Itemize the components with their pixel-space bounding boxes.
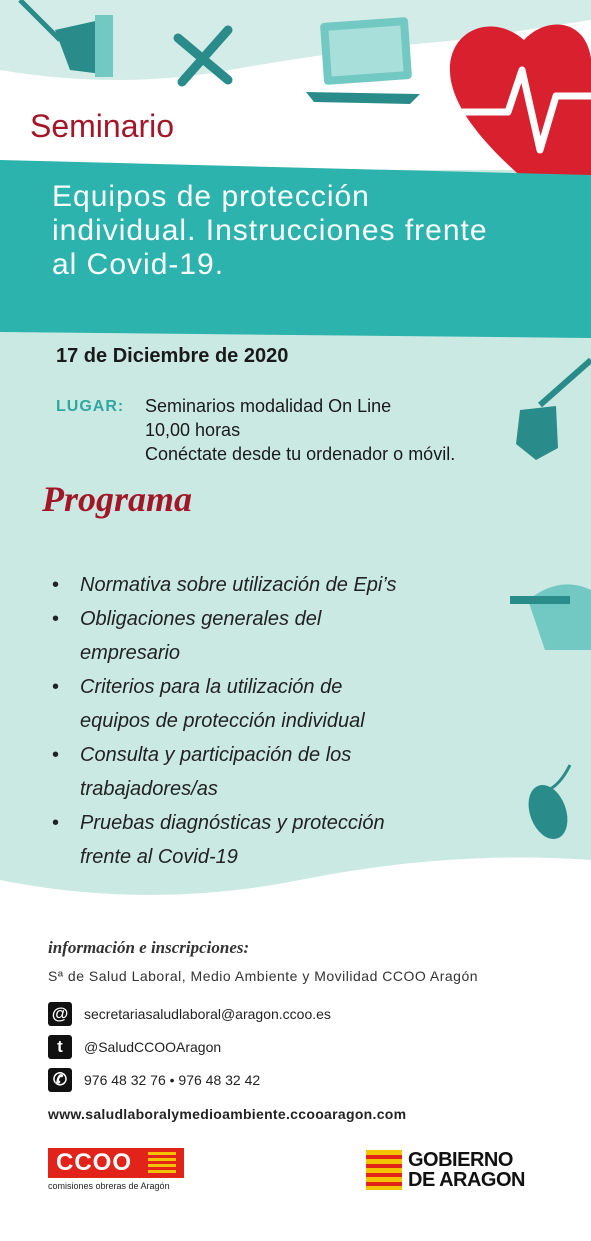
programa-item [50,602,470,670]
programa-item [50,568,470,602]
programa-item [50,738,470,806]
mouse-icon [522,765,575,844]
hard-hat-icon [510,584,591,650]
gobierno-logo-line: DE ARAGON [408,1169,525,1191]
ccoo-logo-box [48,1148,184,1178]
programa-item-line: frente al Covid-19 [80,846,238,868]
megaphone-icon [20,0,113,77]
programa-item-line: Criterios para la utilización de [80,676,343,698]
aragon-flag-icon [366,1150,402,1190]
ccoo-logo-subtitle: comisiones obreras de Aragón [48,1181,170,1191]
programa-item-line: Consulta y participación de los [80,744,352,766]
programa-item-line: trabajadores/as [80,778,218,800]
at-icon: @ [48,1002,72,1026]
seminar-title-line: individual. Instrucciones frente [52,214,488,247]
programa-item-line: equipos de protección individual [80,710,365,732]
gobierno-aragon-logo [366,1150,525,1190]
info-heading: información e inscripciones: [48,938,250,957]
tools-icon [178,30,228,82]
lugar-time: 10,00 horas [145,420,241,440]
seminar-title-line: al Covid-19. [52,248,225,281]
programa-item [50,806,470,874]
twitter-row [48,1035,221,1059]
programa-item [50,670,470,738]
seminario-label: Seminario [30,108,175,144]
twitter-icon: t [48,1035,72,1059]
lugar-modality: Seminarios modalidad On Line [145,396,392,416]
programa-item-line: Normativa sobre utilización de Epi’s [80,574,397,596]
seminar-title-line: Equipos de protección [52,180,370,213]
lugar-access: Conéctate desde tu ordenador o móvil. [145,444,456,464]
phone-numbers: 976 48 32 76 • 976 48 32 42 [84,1072,261,1088]
programa-item-line: Pruebas diagnósticas y protección [80,812,385,834]
programa-item-line: empresario [80,642,181,664]
bullet: • [52,608,60,630]
bullet: • [52,574,60,596]
ccoo-logo-text: CCOO [56,1149,132,1176]
gobierno-logo-line: GOBIERNO [408,1149,513,1171]
aragon-flag-icon [148,1152,176,1174]
programa-item-line: Obligaciones generales del [80,608,322,630]
bullet: • [52,676,60,698]
email-row [48,1002,331,1026]
ccoo-logo [48,1148,184,1191]
bullet: • [52,744,60,766]
bullet: • [52,812,60,834]
gobierno-logo-text [408,1150,525,1190]
seminar-date: 17 de Diciembre de 2020 [56,345,289,367]
shovel-icon [516,360,591,460]
organization-name: Sª de Salud Laboral, Medio Ambiente y Movilidad CCOO Aragón [48,968,479,984]
phone-row [48,1068,260,1092]
lugar-label: LUGAR: [56,398,125,415]
phone-icon: ✆ [48,1068,72,1092]
programa-heading: Programa [42,479,193,519]
twitter-link[interactable]: @SaludCCOOAragon [84,1039,222,1055]
seminar-title [52,180,552,282]
programa-list [50,568,470,874]
email-link[interactable]: secretariasaludlaboral@aragon.ccoo.es [84,1006,331,1022]
website-link[interactable]: www.saludlaboralymedioambiente.ccooaragon.com [48,1106,407,1122]
